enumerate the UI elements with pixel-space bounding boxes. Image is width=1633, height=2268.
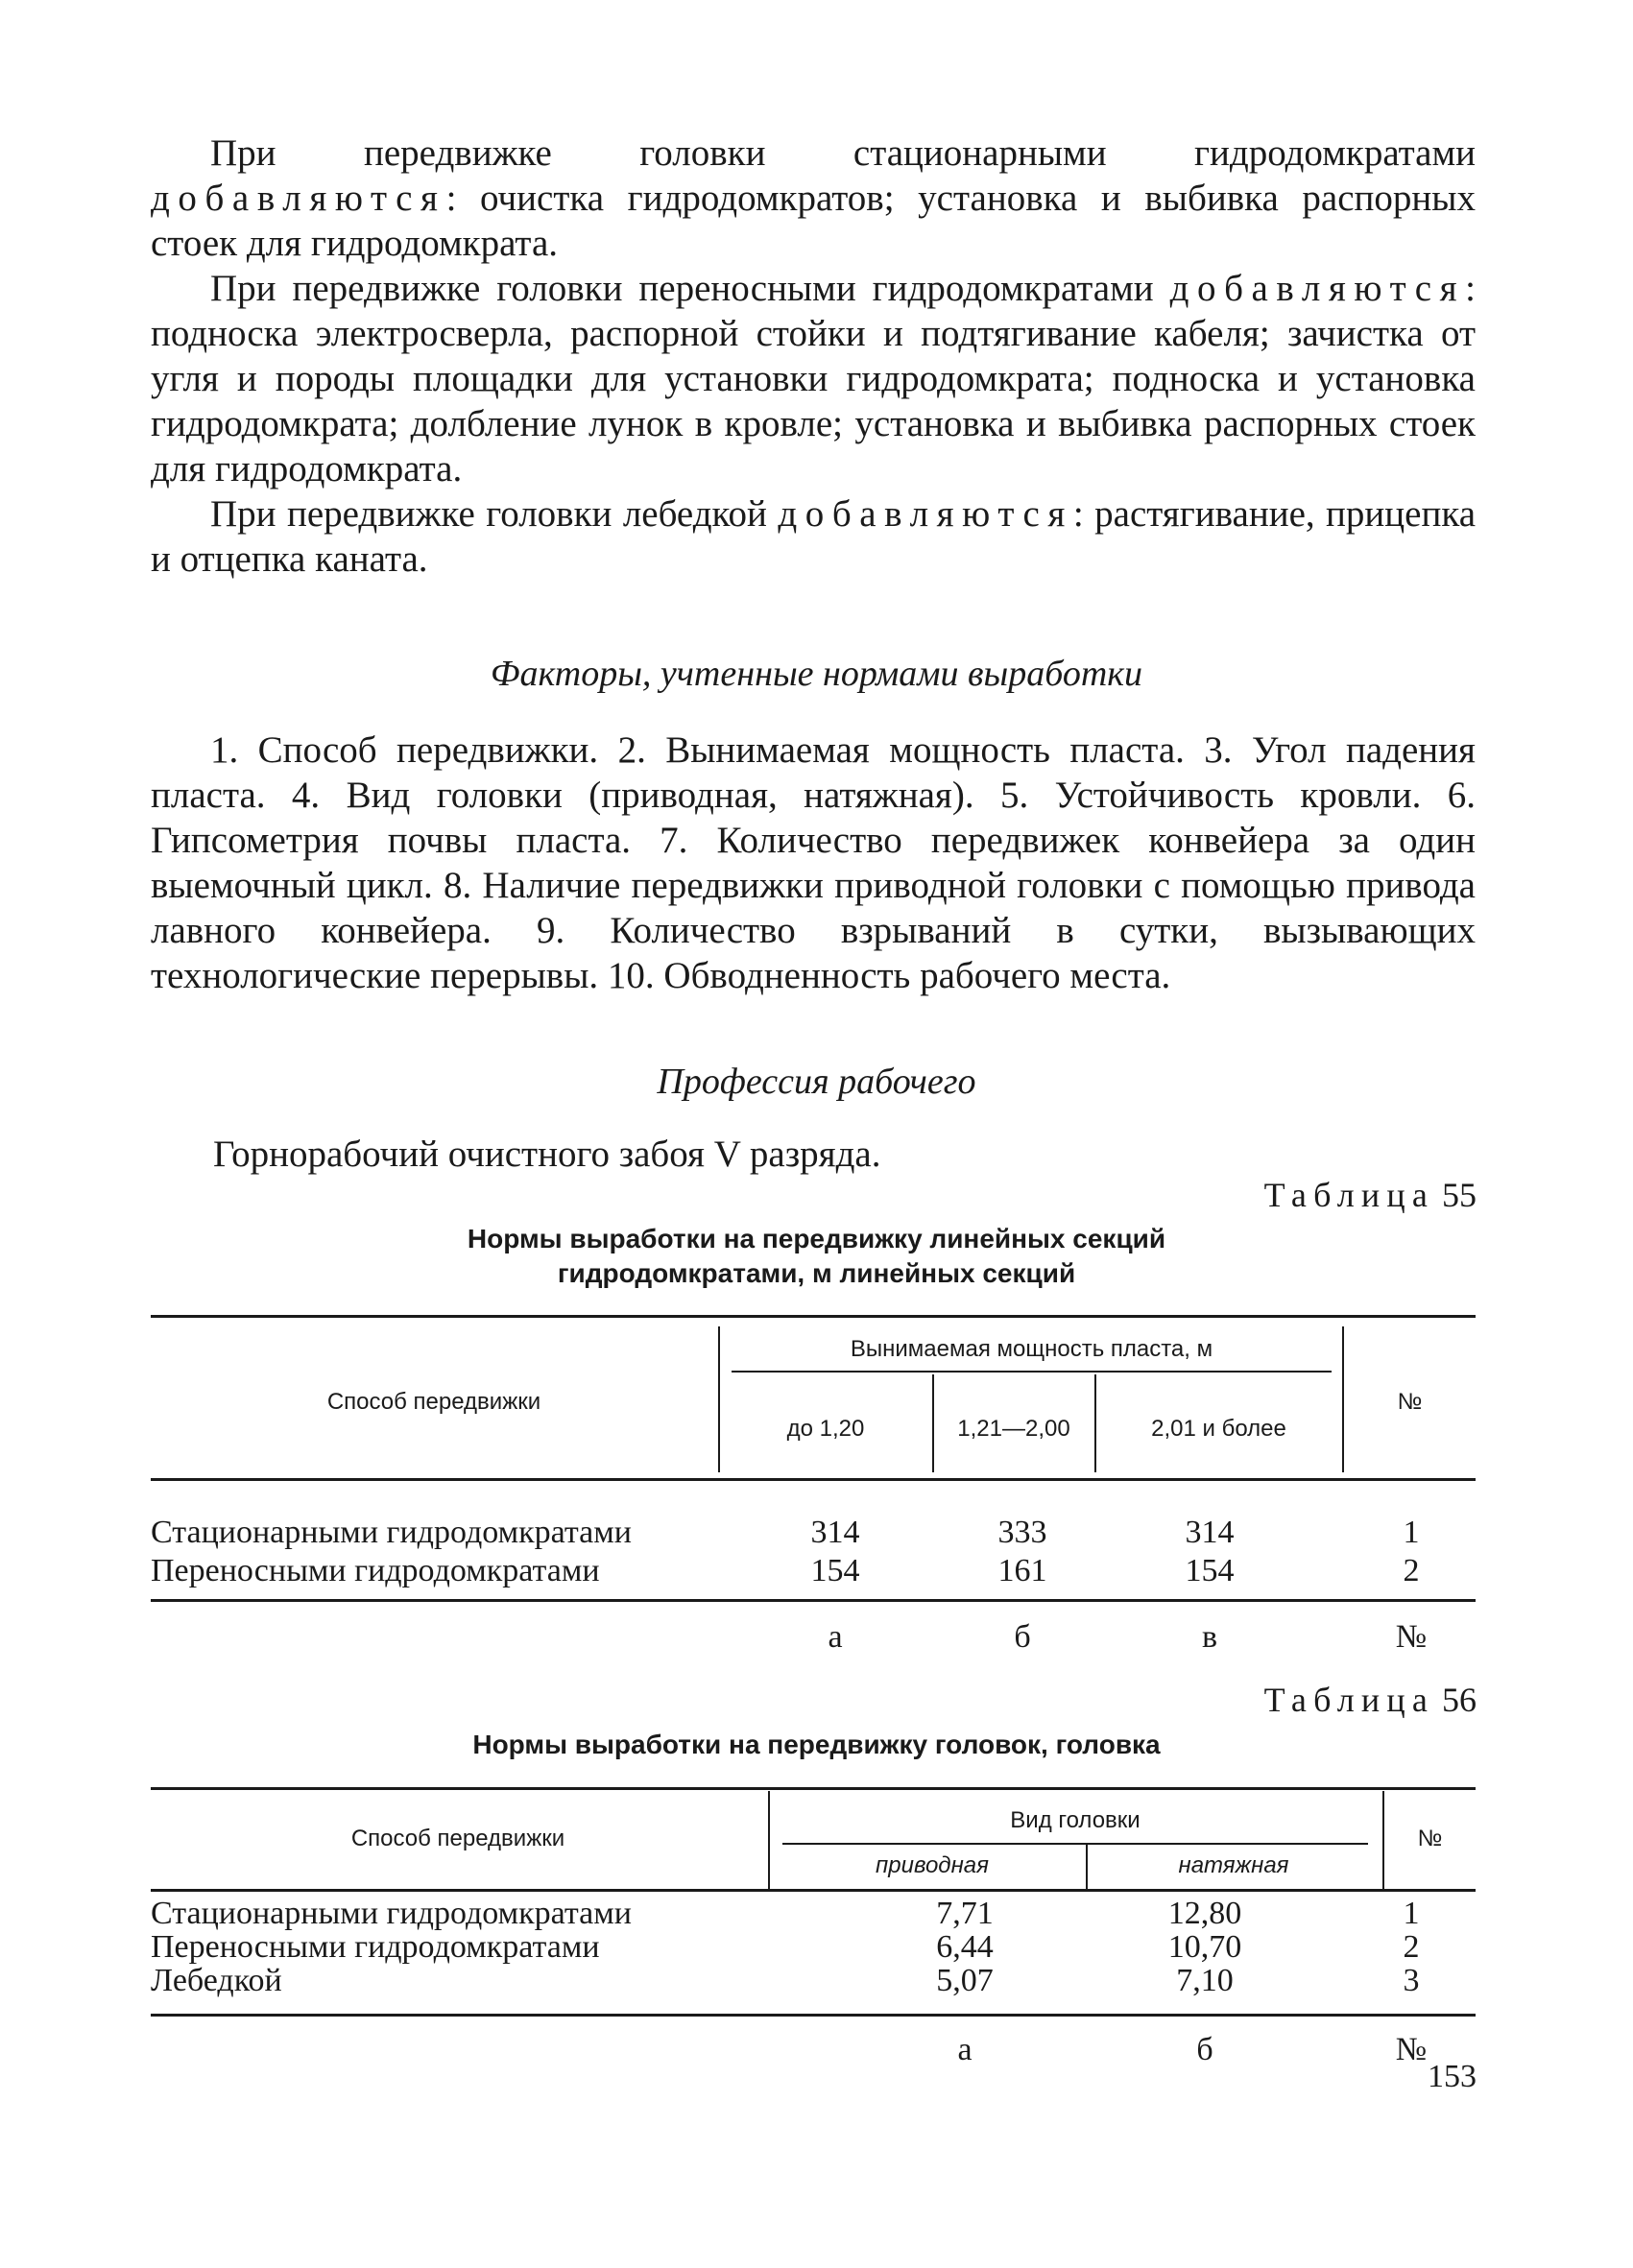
table-label-number: 56: [1442, 1681, 1477, 1719]
table-cell: 6,44: [936, 1929, 994, 1965]
factors-block: [151, 728, 1476, 998]
table-label-word: Таблица: [1263, 1681, 1434, 1719]
table56-header-no: №: [1417, 1826, 1443, 1851]
table-footer-cell: б: [1196, 2032, 1213, 2067]
table56-header-method: Способ передвижки: [350, 1826, 565, 1851]
intro-text: [151, 131, 1476, 582]
table56-caption: Нормы выработки на передвижку головок, головка: [472, 1730, 1161, 1759]
emphasis-text: добавляются: [1169, 268, 1466, 309]
table-cell-method: Переносными гидродомкратами: [151, 1929, 600, 1965]
table-label-number: 55: [1442, 1176, 1477, 1214]
table55-header-sub: до 1,20: [786, 1416, 865, 1442]
table56-header-rule: [151, 1889, 1476, 1892]
emphasis-text: добавляются: [151, 178, 446, 219]
table-cell-no: 3: [1403, 1963, 1420, 1998]
table-cell-method: Стационарными гидродомкратами: [151, 1896, 632, 1931]
table-footer-cell: б: [1014, 1619, 1031, 1655]
table-cell: 333: [997, 1515, 1047, 1550]
page-number: 153: [1428, 2059, 1477, 2094]
table56-header-sub: натяжная: [1178, 1852, 1289, 1878]
profession-text: Горнорабочий очистного забоя V разряда.: [213, 1134, 881, 1175]
table55-divider: [718, 1326, 720, 1472]
table-cell: 314: [810, 1515, 860, 1550]
profession-heading: Профессия рабочего: [657, 1062, 976, 1102]
table55-label: [1264, 1175, 1477, 1215]
table56-group-rule: [782, 1843, 1368, 1845]
table-cell: 7,10: [1176, 1963, 1234, 1998]
emphasis-text: добавляются: [778, 493, 1073, 535]
table55-header-sub: 1,21—2,00: [957, 1416, 1070, 1442]
table-cell: 154: [1185, 1553, 1235, 1588]
table55-header-sub: 2,01 и более: [1151, 1416, 1286, 1442]
table56-header-group: Вид головки: [1010, 1807, 1141, 1833]
table-footer-cell: №: [1395, 2032, 1428, 2067]
paragraph-winch: [151, 491, 1476, 582]
table-cell: 5,07: [936, 1963, 994, 1998]
table56-bottom-rule: [151, 2014, 1476, 2017]
table55-header-method: Способ передвижки: [326, 1389, 541, 1415]
table-cell-method: Лебедкой: [151, 1963, 282, 1998]
table-footer-cell: №: [1395, 1619, 1428, 1655]
table-footer-cell: в: [1201, 1619, 1218, 1655]
table55-top-rule: [151, 1315, 1476, 1318]
table-cell-no: 1: [1403, 1896, 1420, 1931]
paragraph-stationary: [151, 131, 1476, 266]
paragraph-text: : растягивание, прицепка и отцепка каната.: [151, 493, 1476, 580]
table-cell: 161: [997, 1553, 1047, 1588]
table55-bottom-rule: [151, 1599, 1476, 1602]
table-cell: 314: [1185, 1515, 1235, 1550]
table55-caption-line2: гидродомкратами, м линейных секций: [557, 1258, 1076, 1288]
table-cell-method: Переносными гидродомкратами: [151, 1553, 600, 1588]
table55-group-rule: [732, 1371, 1332, 1373]
table55-header-rule: [151, 1478, 1476, 1481]
paragraph-text: : очистка гидродомкратов; установка и выбивка распорных стоек для гидродомкрата.: [151, 178, 1476, 264]
paragraph-text: : подноска электросверла, распорной стойки и подтягивание кабеля; зачистка от угля и породы площадки для установки гидродомкрата; подноска и установка гидродомкрата; долбление лунок в кровле; установка и выбивка распорных стоек для гидродомкрата.: [151, 268, 1476, 489]
factors-heading: Факторы, учтенные нормами выработки: [490, 654, 1143, 694]
paragraph-portable: [151, 266, 1476, 491]
table-footer-cell: а: [828, 1619, 843, 1655]
paragraph-text: 1. Способ передвижки. 2. Вынимаемая мощность пласта. 3. Угол падения пласта. 4. Вид головки (приводная, натяжная). 5. Устойчивость кровли. 6. Гипсометрия почвы пласта. 7. Количество передвижек конвейера за один выемочный цикл. 8. Наличие передвижки приводной головки с помощью привода лавного конвейера. 9. Количество взрываний в сутки, вызывающих технологические перерывы. 10. Обводненность рабочего места.: [151, 729, 1476, 996]
table55-header-group: Вынимаемая мощность пласта, м: [850, 1336, 1213, 1362]
table55-header-no: №: [1397, 1389, 1423, 1415]
table56-top-rule: [151, 1787, 1476, 1790]
table-cell: 7,71: [936, 1896, 994, 1931]
table-cell: 10,70: [1167, 1929, 1242, 1965]
table-cell-no: 2: [1403, 1553, 1420, 1588]
paragraph-text: При передвижке головки лебедкой: [210, 493, 779, 535]
factors-text: [151, 728, 1476, 998]
table56-header-sub: приводная: [876, 1852, 989, 1878]
table55-caption-line1: Нормы выработки на передвижку линейных секций: [467, 1224, 1166, 1253]
paragraph-text: При передвижке головки стационарными гидродомкратами: [210, 132, 1476, 174]
table-cell-no: 1: [1403, 1515, 1420, 1550]
table-footer-cell: а: [957, 2032, 973, 2067]
table56-divider: [1086, 1845, 1088, 1891]
table-cell-method: Стационарными гидродомкратами: [151, 1515, 632, 1550]
table56-divider: [768, 1791, 770, 1891]
paragraph-text: При передвижке головки переносными гидродомкратами: [210, 268, 1170, 309]
table56-label: [1264, 1680, 1477, 1720]
table-cell: 154: [810, 1553, 860, 1588]
table-cell-no: 2: [1403, 1929, 1420, 1965]
table-cell: 12,80: [1167, 1896, 1242, 1931]
table-label-word: Таблица: [1263, 1176, 1434, 1214]
